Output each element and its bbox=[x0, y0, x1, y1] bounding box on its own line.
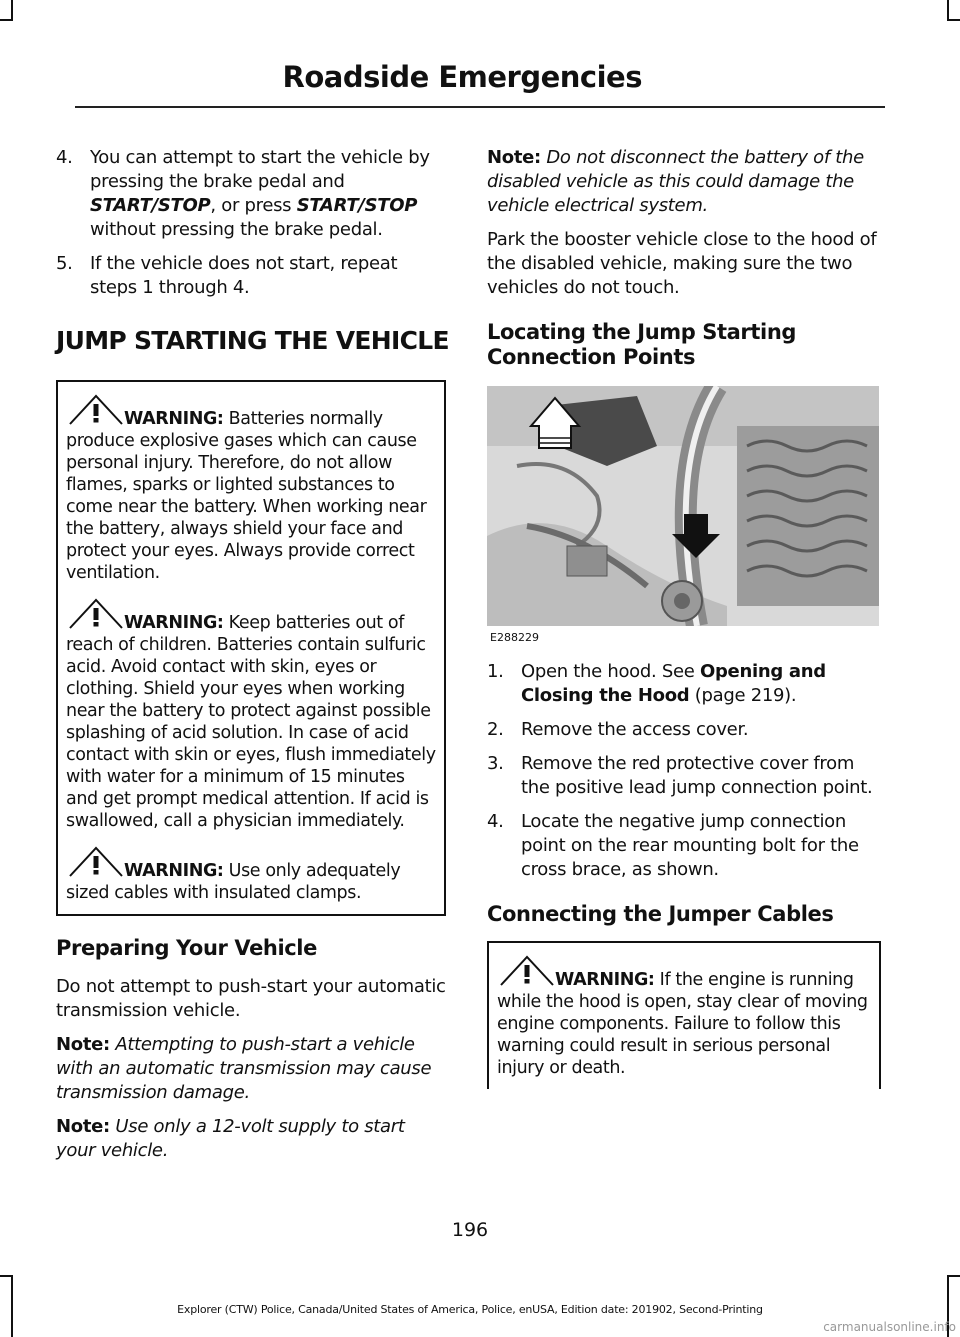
figure-code: E288229 bbox=[490, 631, 539, 644]
warning-text: Use only adequately sized cables with insulated clamps. bbox=[66, 861, 401, 903]
list-number: 4. bbox=[56, 147, 73, 168]
warning-triangle-icon bbox=[66, 598, 124, 632]
warning-item bbox=[497, 955, 871, 1079]
footer-text: Explorer (CTW) Police, Canada/United States of America, Police, enUSA, Edition date: 201902, Second-Printing bbox=[177, 1303, 763, 1316]
list-item bbox=[56, 252, 446, 300]
warning-box bbox=[487, 941, 881, 1089]
list-emphasis: START/STOP bbox=[90, 195, 211, 216]
note bbox=[56, 1115, 446, 1163]
subsection-heading: Connecting the Jumper Cables bbox=[487, 902, 834, 926]
paragraph: Do not attempt to push-start your automatic transmission vehicle. bbox=[56, 976, 446, 1021]
paragraph: Park the booster vehicle close to the hood of the disabled vehicle, making sure the two vehicles do not touch. bbox=[487, 229, 877, 298]
list-item bbox=[487, 660, 881, 708]
list-item bbox=[487, 718, 881, 742]
note-label: Note: bbox=[487, 147, 541, 168]
subsection-heading: Preparing Your Vehicle bbox=[56, 936, 317, 960]
list-item bbox=[487, 752, 881, 800]
cross-reference-link[interactable]: Opening and Closing the Hood bbox=[521, 661, 826, 706]
warning-text: Batteries normally produce explosive gases which can cause personal injury. Therefore, do not allow flames, sparks or lighted substances to come near the battery. When working near the battery, always shield your face and protect your eyes. Always provide correct ventilation. bbox=[66, 409, 427, 583]
warning-item bbox=[66, 598, 436, 832]
list-text: Locate the negative jump connection point on the rear mounting bolt for the cross brace, as shown. bbox=[521, 811, 859, 880]
list-text: Remove the red protective cover from the positive lead jump connection point. bbox=[521, 753, 873, 798]
subsection-heading: Locating the Jump Starting Connection Points bbox=[487, 320, 796, 369]
warning-text: Keep batteries out of reach of children. Batteries contain sulfuric acid. Avoid contact with skin, eyes or clothing. Shield your eyes when working near the battery to protect against possible splashing of acid solution. In case of acid contact with skin or eyes, flush immediately with water for a minimum of 15 minutes and get prompt medical attention. If acid is swallowed, call a physician immediately. bbox=[66, 613, 436, 831]
list-text: Open the hood. See bbox=[521, 661, 700, 682]
warning-label: WARNING: bbox=[124, 409, 224, 429]
warning-box bbox=[56, 380, 446, 916]
note-text: Do not disconnect the battery of the disabled vehicle as this could damage the vehicle electrical system. bbox=[487, 147, 864, 216]
list-number: 3. bbox=[487, 753, 504, 774]
list-emphasis: START/STOP bbox=[296, 195, 418, 216]
warning-label: WARNING: bbox=[124, 861, 224, 881]
page-number: 196 bbox=[451, 1219, 489, 1241]
crop-mark bbox=[947, 19, 960, 21]
list-text: If the vehicle does not start, repeat steps 1 through 4. bbox=[90, 253, 398, 298]
list-number: 4. bbox=[487, 811, 504, 832]
list-number: 1. bbox=[487, 661, 504, 682]
list-text: without pressing the brake pedal. bbox=[90, 219, 383, 240]
crop-mark bbox=[0, 19, 13, 21]
crop-mark bbox=[947, 1275, 960, 1277]
note-text: Attempting to push-start a vehicle with an automatic transmission may cause transmission damage. bbox=[56, 1034, 432, 1103]
list-text: , or press bbox=[210, 195, 297, 216]
crop-mark bbox=[11, 0, 13, 20]
header-rule bbox=[75, 106, 885, 108]
warning-item bbox=[66, 846, 436, 904]
warning-triangle-icon bbox=[497, 955, 555, 989]
engine-bay-illustration bbox=[487, 386, 879, 644]
note-label: Note: bbox=[56, 1034, 110, 1055]
crop-mark bbox=[0, 1275, 13, 1277]
list-number: 2. bbox=[487, 719, 504, 740]
right-column bbox=[487, 146, 881, 1105]
warning-label: WARNING: bbox=[124, 613, 224, 633]
watermark: carmanualsonline.info bbox=[823, 1320, 956, 1334]
note bbox=[56, 1033, 446, 1105]
warning-label: WARNING: bbox=[555, 970, 655, 990]
left-column bbox=[56, 146, 449, 1173]
warning-triangle-icon bbox=[66, 394, 124, 428]
list-number: 5. bbox=[56, 253, 73, 274]
list-text: You can attempt to start the vehicle by pressing the brake pedal and bbox=[90, 147, 430, 192]
list-item bbox=[56, 146, 446, 242]
list-text: (page 219). bbox=[689, 685, 797, 706]
list-item bbox=[487, 810, 881, 882]
section-heading: JUMP STARTING THE VEHICLE bbox=[56, 326, 449, 355]
note-text: Use only a 12-volt supply to start your vehicle. bbox=[56, 1116, 405, 1161]
warning-triangle-icon bbox=[66, 846, 124, 880]
warning-text: If the engine is running while the hood is open, stay clear of moving engine components. Failure to follow this warning could result in serious personal injury or death. bbox=[497, 970, 868, 1078]
note bbox=[487, 146, 881, 218]
note-label: Note: bbox=[56, 1116, 110, 1137]
crop-mark bbox=[947, 0, 949, 20]
page-title: Roadside Emergencies bbox=[282, 60, 642, 94]
list-text: Remove the access cover. bbox=[521, 719, 749, 740]
warning-item bbox=[66, 394, 436, 584]
engine-bay-image bbox=[487, 386, 879, 626]
